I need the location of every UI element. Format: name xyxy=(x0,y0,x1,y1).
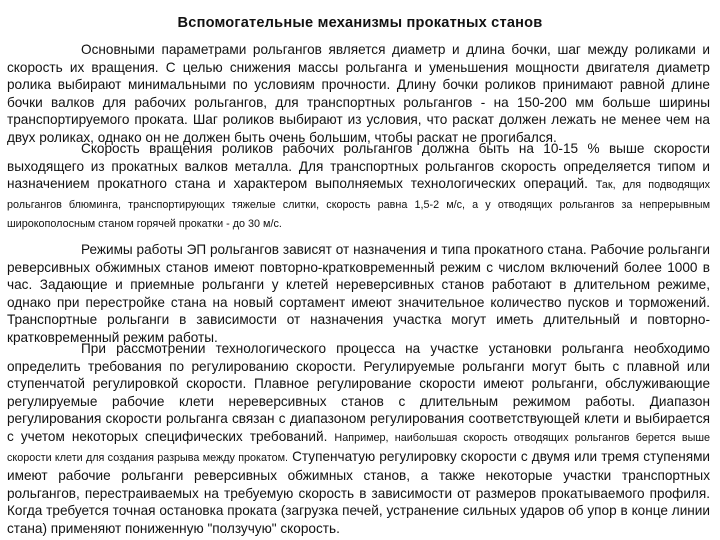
paragraph-small-text: Например, наибольшая скорость отводящих рольгангов берется выше скорости клети для создания разрыва между прокатом. xyxy=(7,431,710,464)
paragraph-text: Режимы работы ЭП рольгангов зависят от назначения и типа прокатного стана. Рабочие рольганги реверсивных обжимных станов имеют повторно-кратковременный режим с числом включений более 1000 в час. Задающие и приемные рольганги у клетей нереверсивных станов работают в длительном режиме, однако при перестройке стана на новый сортамент имеют значительное количество пусков и торможений. Транспортные рольганги в зависимости от назначения участка могут иметь длительный и повторно-кратковременный режим работы. xyxy=(7,242,710,345)
paragraph-text: Скорость вращения роликов рабочих рольгангов должна быть на 10-15 % выше скорости выходящего из прокатных валков металла. Для транспортных рольгангов скорость определяется типом и назначением прокатного стана и характером выполняемых технологических операций. xyxy=(7,141,710,192)
paragraph-small-text: Так, для подводящих рольгангов блюминга, транспортирующих тяжелые слитки, скорость равна 1,5-2 м/с, а у отводящих рольгангов за непрерывным широкополосным станом горячей прокатки - до 30 м/с. xyxy=(7,179,710,231)
paragraph-operating-modes xyxy=(7,241,710,347)
paragraph-speed-regulation xyxy=(7,340,710,538)
page-title: Вспомогательные механизмы прокатных станов xyxy=(177,15,543,31)
paragraph-text: При рассмотрении технологического процесса на участке установки рольганга необходимо определить требования по регулированию скорости. Регулируемые рольганги могут быть с плавной или ступенчатой регулировкой скорости. Плавное регулирование скорости имеют рольганги, обслуживающие регулируемые рабочие клети нереверсивных станов с длительным режимом работы. Диапазон регулирования скорости рольганга связан с диапазоном регулирования соответствующей клети и выбирается с учетом некоторых специфических требований. xyxy=(7,341,710,444)
paragraph-text: Основными параметрами рольгангов является диаметр и длина бочки, шаг между роликами и скорость их вращения. С целью снижения массы рольганга и уменьшения мощности двигателя диаметр ролика выбирают минимальными по условиям прочности. Длину бочки роликов принимают равной длине бочки валков для рабочих рольгангов, для транспортных рольгангов - на 150-200 мм больше ширины транспортируемого проката. Шаг роликов выбирают из условия, что раскат должен лежать не менее чем на двух роликах, однако он не должен быть очень большим, чтобы раскат не прогибался. xyxy=(7,42,710,145)
paragraph-roller-speed xyxy=(7,140,710,234)
paragraph-roller-parameters xyxy=(7,41,710,147)
paragraph-text-tail: Ступенчатую регулировку скорости с двумя или тремя ступенями имеют рабочие рольганги реверсивных обжимных станов, а также некоторые участки транспортных рольгангов, перестраиваемых на требуемую скорость в зависимости от размеров прокатываемого профиля. Когда требуется точная остановка проката (загрузка печей, устранение сильных ударов об упор в конце линии стана) применяют пониженную "ползучую" скорость. xyxy=(7,448,711,536)
